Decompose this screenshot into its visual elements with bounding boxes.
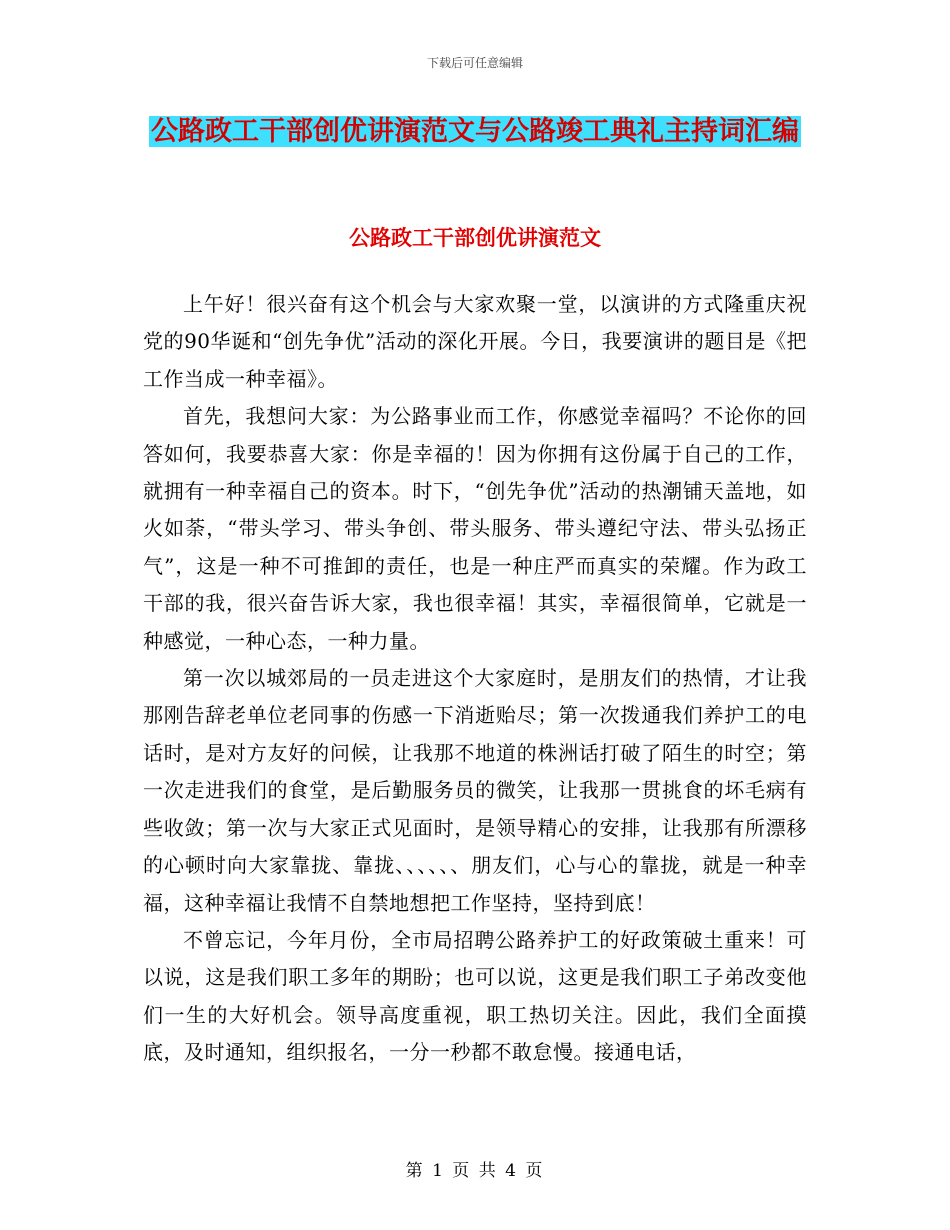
page-footer: 第 1 页 共 4 页 <box>405 1161 545 1181</box>
document-title <box>140 108 810 156</box>
paragraph-3: 第一次以城郊局的一员走进这个大家庭时，是朋友们的热情，才让我那刚告辞老单位老同事的伤感一下消逝贻尽；第一次拨通我们养护工的电话时，是对方友好的问候，让我那不地道的株洲话打破了陌生的时空；第一次走进我们的食堂，是后勤服务员的微笑，让我那一贯挑食的坏毛病有些收敛；第一次与大家正式见面时，是领导精心的安排，让我那有所漂移的心顿时向大家靠拢、靠拢、、、、、、朋友们，心与心的靠拢，就是一种幸福，这种幸福让我情不自禁地想把工作坚持，坚持到底！ <box>143 666 807 915</box>
document-title-text: 公路政工干部创优讲演范文与公路竣工典礼主持词汇编 <box>151 116 799 147</box>
body-text <box>143 286 807 1072</box>
paragraph-4: 不曾忘记，今年月份，全市局招聘公路养护工的好政策破土重来！可以说，这是我们职工多年的期盼；也可以说，这更是我们职工子弟改变他们一生的大好机会。领导高度重视，职工热切关注。因此，我们全面摸底，及时通知，组织报名，一分一秒都不敢怠慢。接通电话， <box>143 927 807 1065</box>
section-title: 公路政工干部创优讲演范文 <box>349 225 601 250</box>
paragraph-1: 上午好！很兴奋有这个机会与大家欢聚一堂，以演讲的方式隆重庆祝党的90华诞和“创先争优”活动的深化开展。今日，我要演讲的题目是《把工作当成一种幸福》。 <box>143 292 807 391</box>
paragraph-2: 首先，我想问大家：为公路事业而工作，你感觉幸福吗？不论你的回答如何，我要恭喜大家：你是幸福的！因为你拥有这份属于自己的工作，就拥有一种幸福自己的资本。时下，“创先争优”活动的热潮铺天盖地，如火如荼，“带头学习、带头争创、带头服务、带头遵纪守法、带头弘扬正气”，这是一种不可推卸的责任，也是一种庄严而真实的荣耀。作为政工干部的我，很兴奋告诉大家，我也很幸福！其实，幸福很简单，它就是一种感觉，一种心态，一种力量。 <box>143 404 807 653</box>
header-note: 下载后可任意编辑 <box>426 56 523 70</box>
